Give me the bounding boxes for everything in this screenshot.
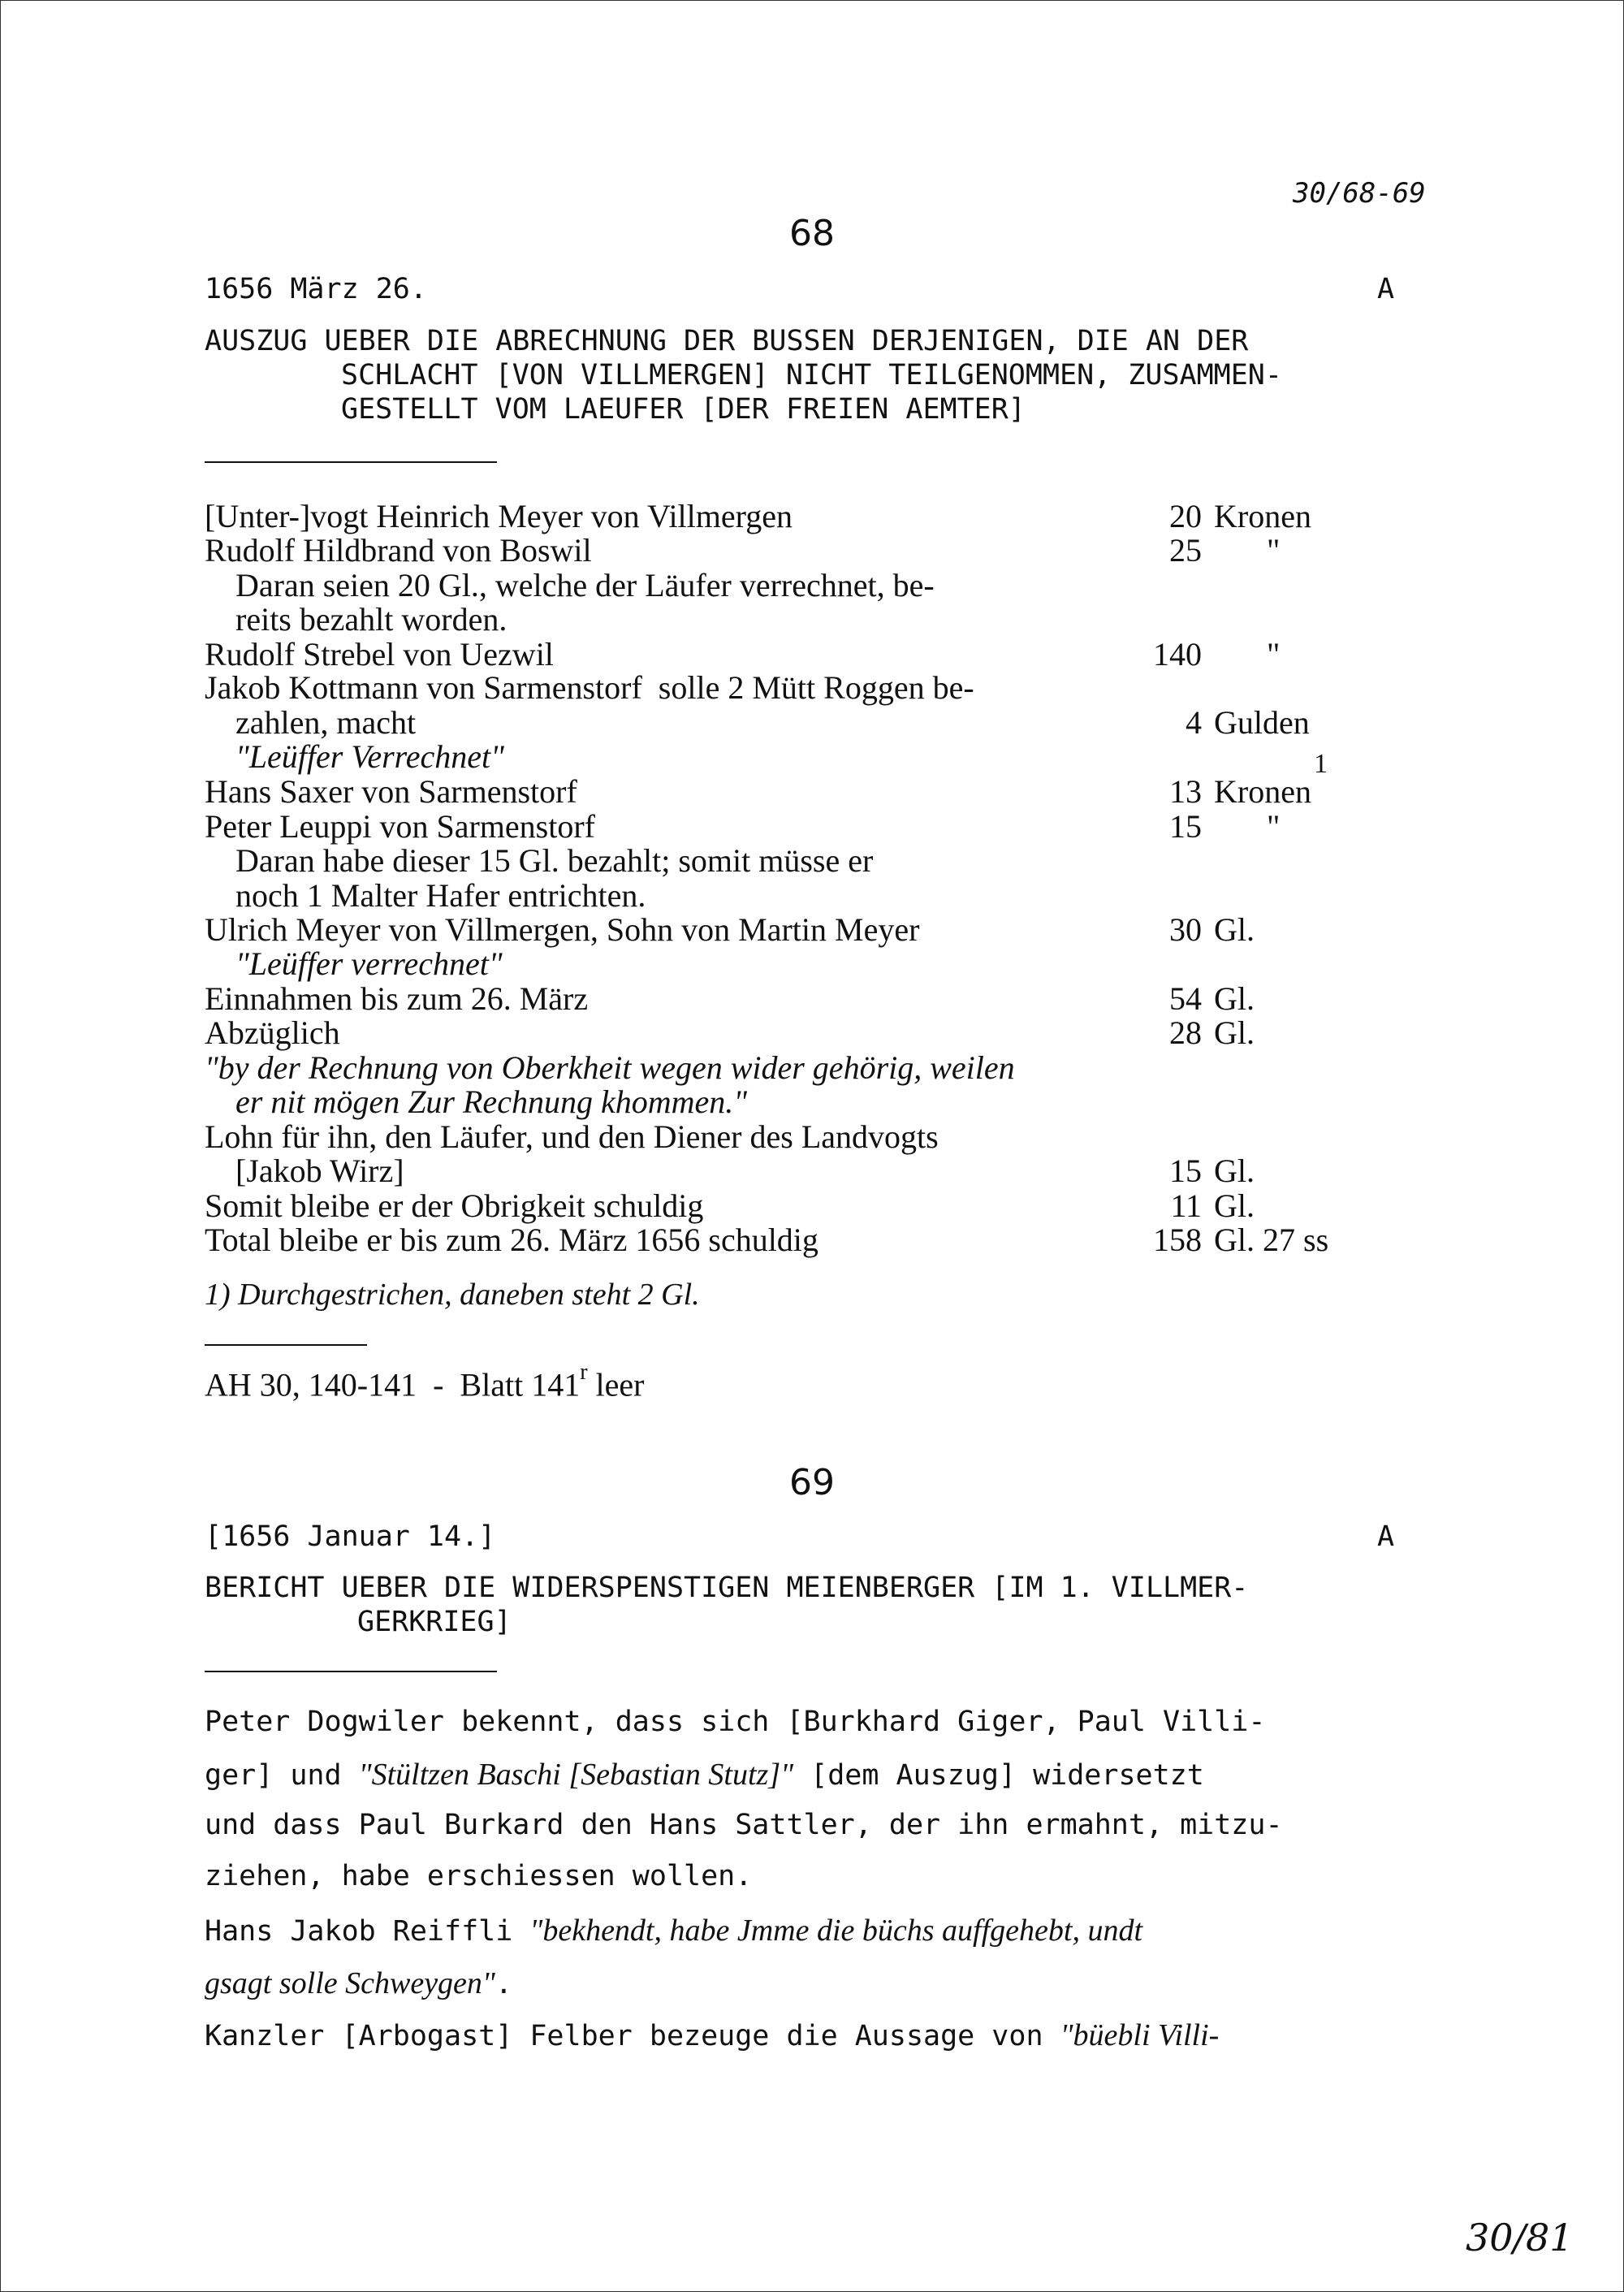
row-text: zahlen, macht [235,704,417,741]
row-text: Daran seien 20 Gl., welche der Läufer verrechnet, be- [235,567,935,603]
body-line [205,1913,1142,1948]
footnote-rule [205,1344,367,1346]
row-unit: Gl. [1214,911,1255,948]
body-line: und dass Paul Burkard den Hans Sattler, der ihn ermahnt, mitzu- [205,1809,1283,1841]
row-amount: 158 [1153,1222,1202,1258]
row-amount: 4 [1186,704,1202,741]
document-title-68-line-2: SCHLACHT [VON VILLMERGEN] NICHT TEILGENOMMEN, ZUSAMMEN- [341,359,1282,391]
row-unit: " [1267,808,1281,845]
archive-reference: 30/68-69 [1293,177,1426,210]
row-amount: 25 [1169,532,1202,569]
row-text: reits bezahlt worden. [235,601,508,638]
row-quote: "Leüffer Verrechnet" [235,738,504,775]
row-text: Somit bleibe er der Obrigkeit schuldig [205,1187,704,1224]
document-title-68-line-3: GESTELLT VOM LAEUFER [DER FREIEN AEMTER] [341,393,1026,426]
footnote: 1) Durchgestrichen, daneben steht 2 Gl. [205,1278,700,1312]
row-text: Jakob Kottmann von Sarmenstorf solle 2 Mütt Roggen be- [205,669,974,706]
row-amount: 140 [1153,636,1202,672]
source-reference-superscript: r [580,1360,588,1385]
body-line [205,1757,1204,1793]
row-text: Lohn für ihn, den Läufer, und den Diener des Landvogts [205,1118,939,1155]
handwritten-reference: 30/81 [1466,2216,1574,2260]
body-text: ger] und [205,1759,359,1792]
body-line: Peter Dogwiler bekennt, dass sich [Burkhard Giger, Paul Villi- [205,1706,1266,1738]
document-title-69-line-2: GERKRIEG] [357,1606,512,1638]
source-reference [205,1360,645,1403]
document-title-69-line-1: BERICHT UEBER DIE WIDERSPENSTIGEN MEIENBERGER [IM 1. VILLMER- [205,1572,1249,1604]
row-amount: 30 [1169,911,1202,948]
row-text: noch 1 Malter Hafer entrichten. [235,877,646,914]
row-text: Total bleibe er bis zum 26. März 1656 schuldig [205,1222,818,1258]
document-date-69: [1656 Januar 14.] [205,1520,496,1553]
document-title-68-line-1: AUSZUG UEBER DIE ABRECHNUNG DER BUSSEN DERJENIGEN, DIE AN DER [205,325,1249,357]
body-line: ziehen, habe erschiessen wollen. [205,1860,753,1892]
row-text: Daran habe dieser 15 Gl. bezahlt; somit müsse er [235,842,874,879]
row-text: Ulrich Meyer von Villmergen, Sohn von Martin Meyer [205,911,920,948]
row-unit: " [1267,532,1281,569]
body-quote: "bekhendt, habe Jmme die büchs auffgehebt, undt [529,1914,1143,1948]
source-reference-main: AH 30, 140-141 - Blatt 141 [205,1366,581,1403]
body-line [205,1965,512,2001]
body-quote: gsagt solle Schweygen" [205,1966,495,2000]
body-text: . [495,1968,512,2000]
row-text: [Jakob Wirz] [235,1152,404,1189]
row-unit: Gl. [1214,1152,1255,1189]
row-text: Rudolf Hildbrand von Boswil [205,532,592,569]
row-unit: Gl. [1214,980,1255,1017]
row-text: [Unter-]vogt Heinrich Meyer von Villmergen [205,498,793,534]
body-line [205,2017,1219,2053]
row-unit: Gulden [1214,704,1310,741]
row-text: Peter Leuppi von Sarmenstorf [205,808,595,845]
row-unit: Gl. [1214,1014,1255,1051]
row-quote: "Leüffer verrechnet" [235,945,503,982]
row-amount: 54 [1169,980,1202,1017]
row-unit: Gl. 27 ss [1214,1222,1329,1258]
row-amount: 28 [1169,1014,1202,1051]
row-amount: 20 [1169,498,1202,534]
body-text: Kanzler [Arbogast] Felber bezeuge die Aussage von [205,2020,1060,2052]
footnote-mark: 1 [1314,749,1328,779]
row-amount: 13 [1169,773,1202,810]
row-amount: 15 [1169,808,1202,845]
row-unit: Gl. [1214,1187,1255,1224]
body-text: [dem Auszug] widersetzt [793,1759,1204,1792]
body-quote: "Stültzen Baschi [Sebastian Stutz]" [358,1758,794,1792]
row-quote: er nit mögen Zur Rechnung khommen." [235,1083,748,1120]
row-amount: 15 [1169,1152,1202,1189]
row-text: Rudolf Strebel von Uezwil [205,636,554,672]
document-number-68: 68 [789,213,835,254]
document-number-69: 69 [789,1462,835,1503]
row-text: Abzüglich [205,1014,340,1051]
separator-rule [205,461,497,463]
row-quote: "by der Rechnung von Oberkheit wegen wider gehörig, weilen [205,1049,1015,1086]
separator-rule-69 [205,1671,497,1672]
source-reference-end: leer [587,1366,645,1403]
body-text: Hans Jakob Reiffli [205,1915,530,1948]
document-letter-68: A [1377,273,1395,305]
row-amount: 11 [1170,1187,1202,1224]
body-quote: "büebli Villi- [1060,2018,1220,2052]
row-unit: " [1267,636,1281,672]
document-date-68: 1656 März 26. [205,273,427,305]
document-letter-69: A [1377,1520,1395,1553]
row-unit: Kronen [1214,498,1311,534]
row-unit: Kronen [1214,773,1311,810]
row-text: Einnahmen bis zum 26. März [205,980,589,1017]
row-text: Hans Saxer von Sarmenstorf [205,773,577,810]
